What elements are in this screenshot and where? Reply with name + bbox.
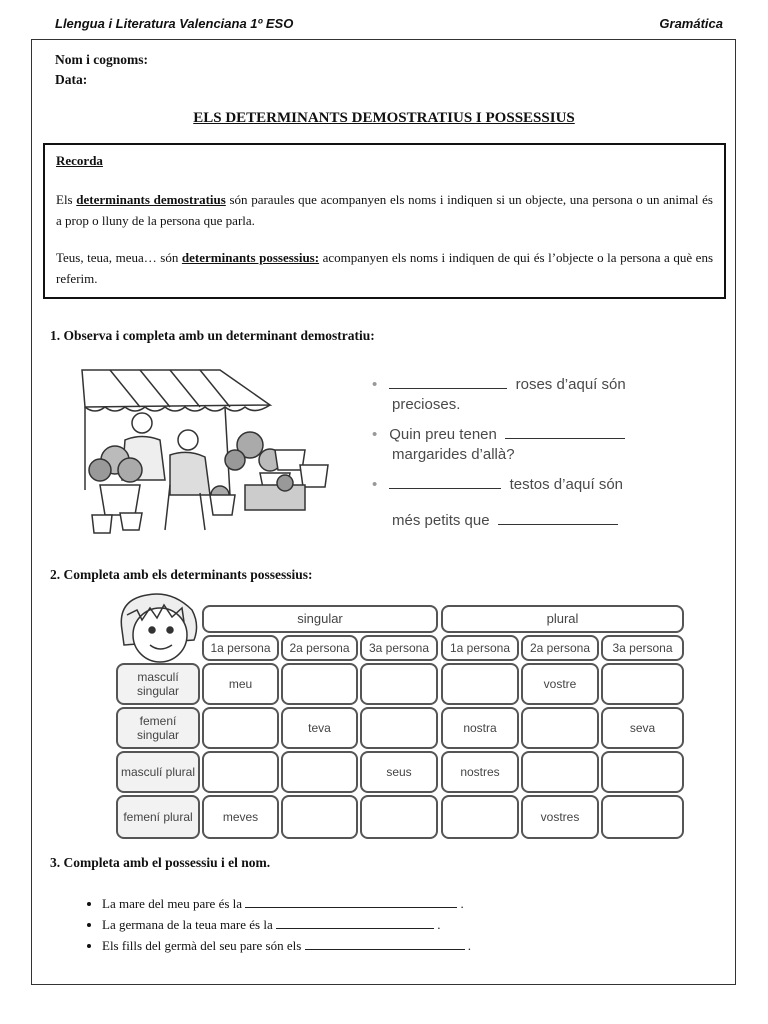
row-header: masculí plural — [116, 751, 200, 793]
blank-line[interactable] — [498, 524, 618, 525]
recorda-p1-text-b: són paraules que acompanyen els noms i indiquen si un objecte, una persona o un animal és a prop o lluny de la persona que parla. — [56, 192, 713, 228]
row-header: femení plural — [116, 795, 200, 839]
table-cell[interactable] — [441, 795, 519, 839]
recorda-paragraph-1 — [56, 189, 713, 231]
q1-s1-text-a: roses d’aquí són — [515, 376, 626, 393]
table-cell[interactable] — [601, 663, 684, 705]
list-item — [102, 914, 471, 935]
table-cell[interactable] — [601, 795, 684, 839]
table-cell[interactable] — [202, 751, 279, 793]
recorda-box — [43, 143, 726, 299]
q1-s3-text-a: testos d’aquí són — [509, 476, 624, 493]
group-header-plural: plural — [441, 605, 684, 633]
flower-stall-illustration — [70, 365, 360, 540]
table-cell[interactable] — [281, 795, 358, 839]
row-header: femení singular — [116, 707, 200, 749]
recorda-heading: Recorda — [56, 153, 103, 168]
column-header: 1a persona — [202, 635, 279, 661]
table-cell[interactable] — [281, 751, 358, 793]
page-title: ELS DETERMINANTS DEMOSTRATIUS I POSSESSIUS — [193, 110, 575, 126]
header-subject: Gramática — [659, 16, 723, 31]
column-header: 1a persona — [441, 635, 519, 661]
q1-s2-text-a: Quin preu tenen — [389, 426, 497, 443]
answer-blank[interactable] — [305, 938, 465, 950]
answer-blank[interactable] — [245, 896, 457, 908]
table-cell[interactable]: nostra — [441, 707, 519, 749]
table-cell[interactable] — [521, 751, 599, 793]
blank-line[interactable] — [389, 388, 507, 389]
table-cell[interactable] — [360, 663, 438, 705]
q1-s3-text-b: més petits que — [392, 512, 490, 529]
bullet: • — [372, 476, 378, 493]
column-header: 2a persona — [521, 635, 599, 661]
table-cell[interactable] — [521, 707, 599, 749]
column-header: 3a persona — [601, 635, 684, 661]
column-header: 2a persona — [281, 635, 358, 661]
table-cell[interactable]: meves — [202, 795, 279, 839]
header-course: Llengua i Literatura Valenciana 1º ESO — [55, 16, 294, 31]
group-header-singular: singular — [202, 605, 438, 633]
bullet: • — [372, 426, 378, 443]
table-cell[interactable] — [441, 663, 519, 705]
blank-line[interactable] — [389, 488, 501, 489]
q3-item-end: . — [467, 938, 472, 953]
table-cell[interactable] — [281, 663, 358, 705]
q3-item-text: Els fills del germà del seu pare són els — [102, 938, 302, 953]
table-cell[interactable] — [360, 795, 438, 839]
blank-line[interactable] — [505, 438, 625, 439]
term-demostratius: determinants demostratius — [76, 192, 226, 207]
table-cell[interactable] — [202, 707, 279, 749]
table-cell[interactable]: meu — [202, 663, 279, 705]
answer-blank[interactable] — [276, 917, 434, 929]
q3-item-end: . — [460, 896, 464, 911]
table-cell[interactable]: nostres — [441, 751, 519, 793]
q1-s1-text-b: precioses. — [392, 396, 461, 413]
q1-label: 1. Observa i completa amb un determinant demostratiu: — [50, 328, 375, 343]
q3-item-text: La germana de la teua mare és la — [102, 917, 273, 932]
recorda-p1-text-a: Els — [56, 192, 77, 207]
row-header: masculí singular — [116, 663, 200, 705]
table-cell[interactable]: vostres — [521, 795, 599, 839]
q3-item-text: La mare del meu pare és la — [102, 896, 243, 911]
q1-sentence-3 — [372, 475, 623, 495]
column-header: 3a persona — [360, 635, 438, 661]
recorda-paragraph-2 — [56, 247, 713, 289]
q1-sentence-3b — [392, 511, 618, 531]
table-cell[interactable]: seva — [601, 707, 684, 749]
q1-sentence-2 — [372, 425, 625, 465]
q2-label: 2. Completa amb els determinants possessius: — [50, 567, 313, 582]
possessives-table — [112, 605, 686, 841]
term-possessius: determinants possessius: — [181, 250, 320, 265]
date-label: Data: — [55, 72, 88, 87]
q1-sentence-1 — [372, 375, 626, 415]
list-item — [102, 935, 471, 956]
q3-list — [75, 893, 471, 956]
list-item — [102, 893, 471, 914]
q1-s2-text-b: margarides d’allà? — [392, 446, 515, 463]
recorda-p2-text-a: Teus, teua, meua… són — [56, 250, 182, 265]
table-cell[interactable] — [601, 751, 684, 793]
table-cell[interactable]: teva — [281, 707, 358, 749]
table-cell[interactable] — [360, 707, 438, 749]
q3-label: 3. Completa amb el possessiu i el nom. — [50, 855, 271, 870]
recorda-p2-text-b: acompanyen els noms i indiquen de qui és l’objecte o la persona a què ens referim. — [56, 250, 713, 286]
table-cell[interactable]: seus — [360, 751, 438, 793]
q3-item-end: . — [437, 917, 441, 932]
table-cell[interactable]: vostre — [521, 663, 599, 705]
bullet: • — [372, 376, 378, 393]
name-label: Nom i cognoms: — [55, 52, 148, 67]
